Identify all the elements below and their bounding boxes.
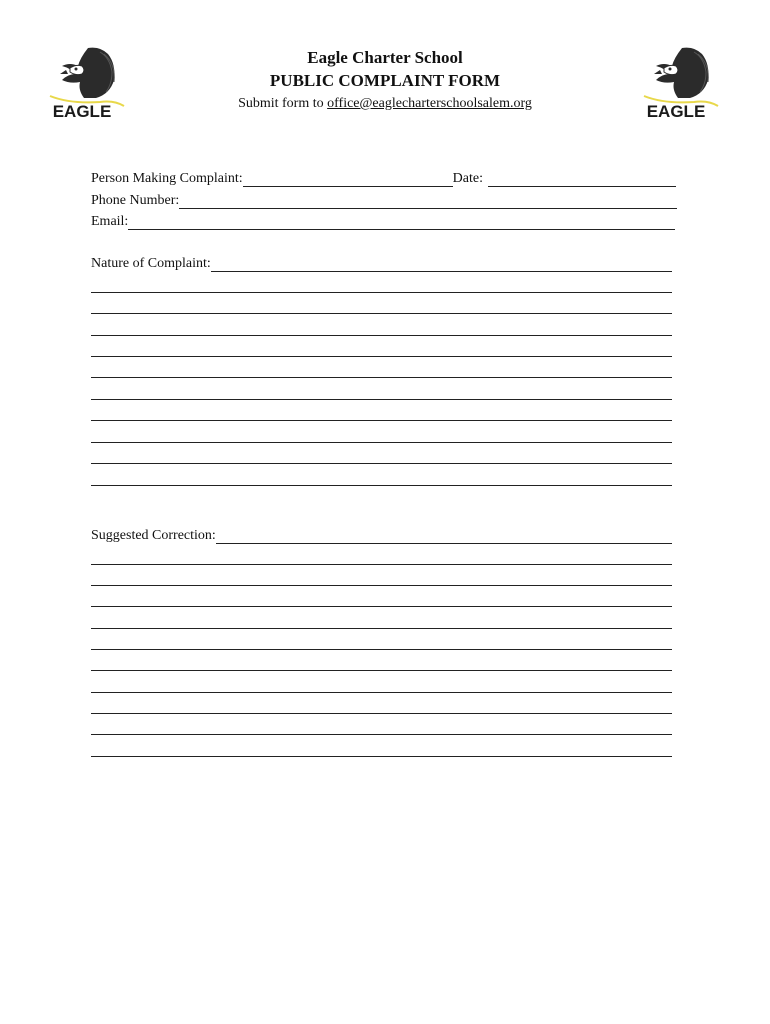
person-making-complaint-label: Person Making Complaint: bbox=[91, 171, 243, 186]
complaint-line[interactable] bbox=[91, 399, 672, 400]
submit-instruction bbox=[0, 95, 770, 113]
correction-line[interactable] bbox=[91, 585, 672, 586]
suggested-correction-field[interactable] bbox=[216, 530, 672, 544]
logo-text: EAGLE bbox=[646, 102, 706, 121]
complaint-line[interactable] bbox=[91, 335, 672, 336]
nature-of-complaint-label: Nature of Complaint: bbox=[91, 256, 211, 271]
person-date-row bbox=[91, 171, 676, 187]
nature-of-complaint-field[interactable] bbox=[211, 258, 672, 272]
person-making-complaint-field[interactable] bbox=[243, 173, 453, 187]
logo-text: EAGLE bbox=[52, 102, 112, 121]
office-email-link[interactable]: office@eaglecharterschoolsalem.org bbox=[327, 96, 532, 111]
correction-line[interactable] bbox=[91, 628, 672, 629]
correction-line[interactable] bbox=[91, 564, 672, 565]
correction-line[interactable] bbox=[91, 734, 672, 735]
email-row bbox=[91, 214, 675, 230]
complaint-line[interactable] bbox=[91, 420, 672, 421]
complaint-line[interactable] bbox=[91, 485, 672, 486]
date-label: Date: bbox=[452, 171, 483, 186]
correction-line[interactable] bbox=[91, 756, 672, 757]
form-title: PUBLIC COMPLAINT FORM bbox=[269, 71, 501, 90]
suggested-correction-row bbox=[91, 528, 672, 544]
phone-number-label: Phone Number: bbox=[91, 193, 180, 208]
correction-line[interactable] bbox=[91, 670, 672, 671]
phone-row bbox=[91, 193, 677, 209]
form-header bbox=[0, 47, 770, 113]
correction-line[interactable] bbox=[91, 606, 672, 607]
complaint-line[interactable] bbox=[91, 377, 672, 378]
complaint-line[interactable] bbox=[91, 356, 672, 357]
school-name: Eagle Charter School bbox=[307, 48, 463, 67]
complaint-line[interactable] bbox=[91, 442, 672, 443]
correction-line[interactable] bbox=[91, 649, 672, 650]
correction-line[interactable] bbox=[91, 692, 672, 693]
email-field[interactable] bbox=[128, 216, 675, 230]
email-label: Email: bbox=[91, 214, 129, 229]
nature-of-complaint-row bbox=[91, 256, 672, 272]
complaint-line[interactable] bbox=[91, 463, 672, 464]
correction-line[interactable] bbox=[91, 713, 672, 714]
complaint-line[interactable] bbox=[91, 313, 672, 314]
submit-prefix: Submit form to bbox=[238, 96, 328, 111]
phone-number-field[interactable] bbox=[179, 195, 677, 209]
date-field[interactable] bbox=[488, 173, 676, 187]
suggested-correction-label: Suggested Correction: bbox=[91, 528, 216, 543]
complaint-line[interactable] bbox=[91, 292, 672, 293]
